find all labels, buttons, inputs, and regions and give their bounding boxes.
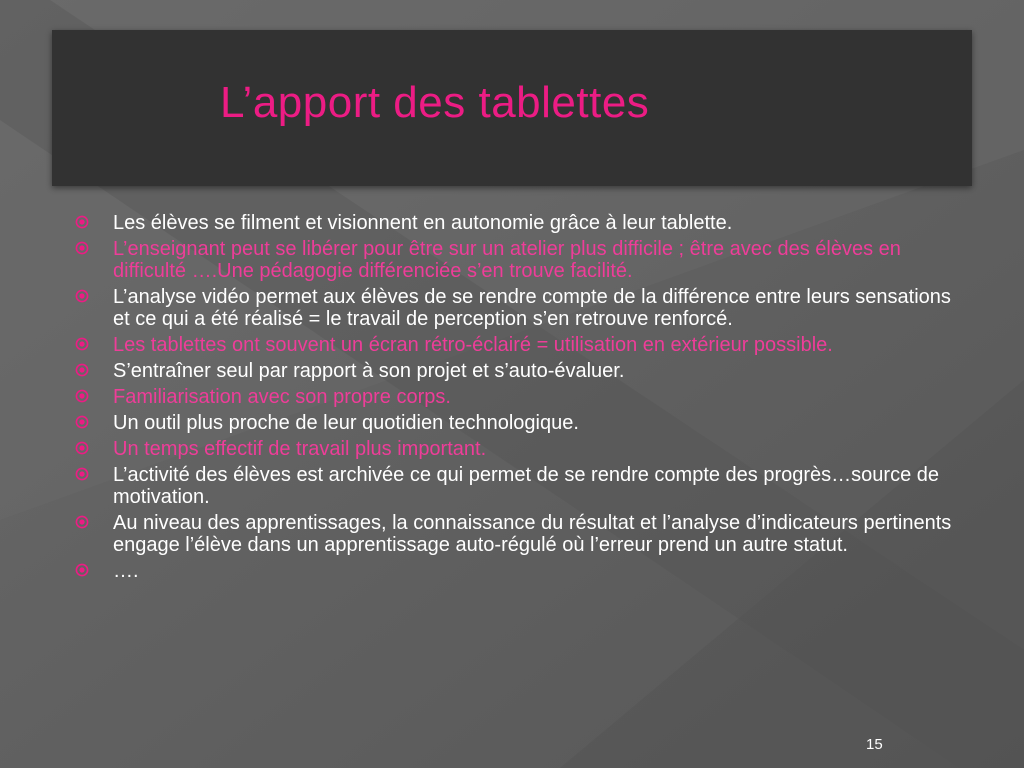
bullet-item bbox=[72, 360, 962, 382]
bullet-item bbox=[72, 438, 962, 460]
bullet-item bbox=[72, 412, 962, 434]
circled-dot-bullet-icon bbox=[75, 389, 89, 403]
circled-dot-bullet-icon bbox=[75, 363, 89, 377]
bullet-text: …. bbox=[113, 560, 139, 582]
bullet-text: Familiarisation avec son propre corps. bbox=[113, 386, 451, 408]
circled-dot-bullet-icon bbox=[75, 467, 89, 481]
bullet-item bbox=[72, 334, 962, 356]
bullet-item bbox=[72, 560, 962, 582]
bullet-text: Un outil plus proche de leur quotidien technologique. bbox=[113, 412, 579, 434]
bullet-text: S’entraîner seul par rapport à son projet et s’auto-évaluer. bbox=[113, 360, 625, 382]
bullet-list bbox=[72, 212, 962, 586]
page-number: 15 bbox=[866, 736, 883, 753]
bullet-text: Un temps effectif de travail plus important. bbox=[113, 438, 487, 460]
bullet-text: Au niveau des apprentissages, la connaissance du résultat et l’analyse d’indicateurs pertinents engage l’élève dans un apprentissage auto-régulé où l’erreur prend un autre statut. bbox=[113, 512, 952, 556]
circled-dot-bullet-icon bbox=[75, 441, 89, 455]
bullet-text: Les élèves se filment et visionnent en autonomie grâce à leur tablette. bbox=[113, 212, 733, 234]
circled-dot-bullet-icon bbox=[75, 563, 89, 577]
slide-title: L’apport des tablettes bbox=[220, 78, 650, 127]
bullet-text: L’activité des élèves est archivée ce qui permet de se rendre compte des progrès…source de motivation. bbox=[113, 464, 939, 508]
circled-dot-bullet-icon bbox=[75, 337, 89, 351]
circled-dot-bullet-icon bbox=[75, 289, 89, 303]
bullet-item bbox=[72, 286, 962, 330]
bullet-item bbox=[72, 386, 962, 408]
circled-dot-bullet-icon bbox=[75, 415, 89, 429]
bullet-item bbox=[72, 464, 962, 508]
bullet-item bbox=[72, 238, 962, 282]
bullet-item bbox=[72, 212, 962, 234]
circled-dot-bullet-icon bbox=[75, 515, 89, 529]
circled-dot-bullet-icon bbox=[75, 241, 89, 255]
bullet-text: L’analyse vidéo permet aux élèves de se rendre compte de la différence entre leurs sensations et ce qui a été réalisé = le travail de perception s’en retrouve renforcé. bbox=[113, 286, 951, 330]
bullet-item bbox=[72, 512, 962, 556]
bullet-text: L’enseignant peut se libérer pour être sur un atelier plus difficile ; être avec des élèves en difficulté ….Une pédagogie différenciée s’en trouve facilité. bbox=[113, 238, 901, 282]
circled-dot-bullet-icon bbox=[75, 215, 89, 229]
bullet-text: Les tablettes ont souvent un écran rétro-éclairé = utilisation en extérieur possible. bbox=[113, 334, 833, 356]
